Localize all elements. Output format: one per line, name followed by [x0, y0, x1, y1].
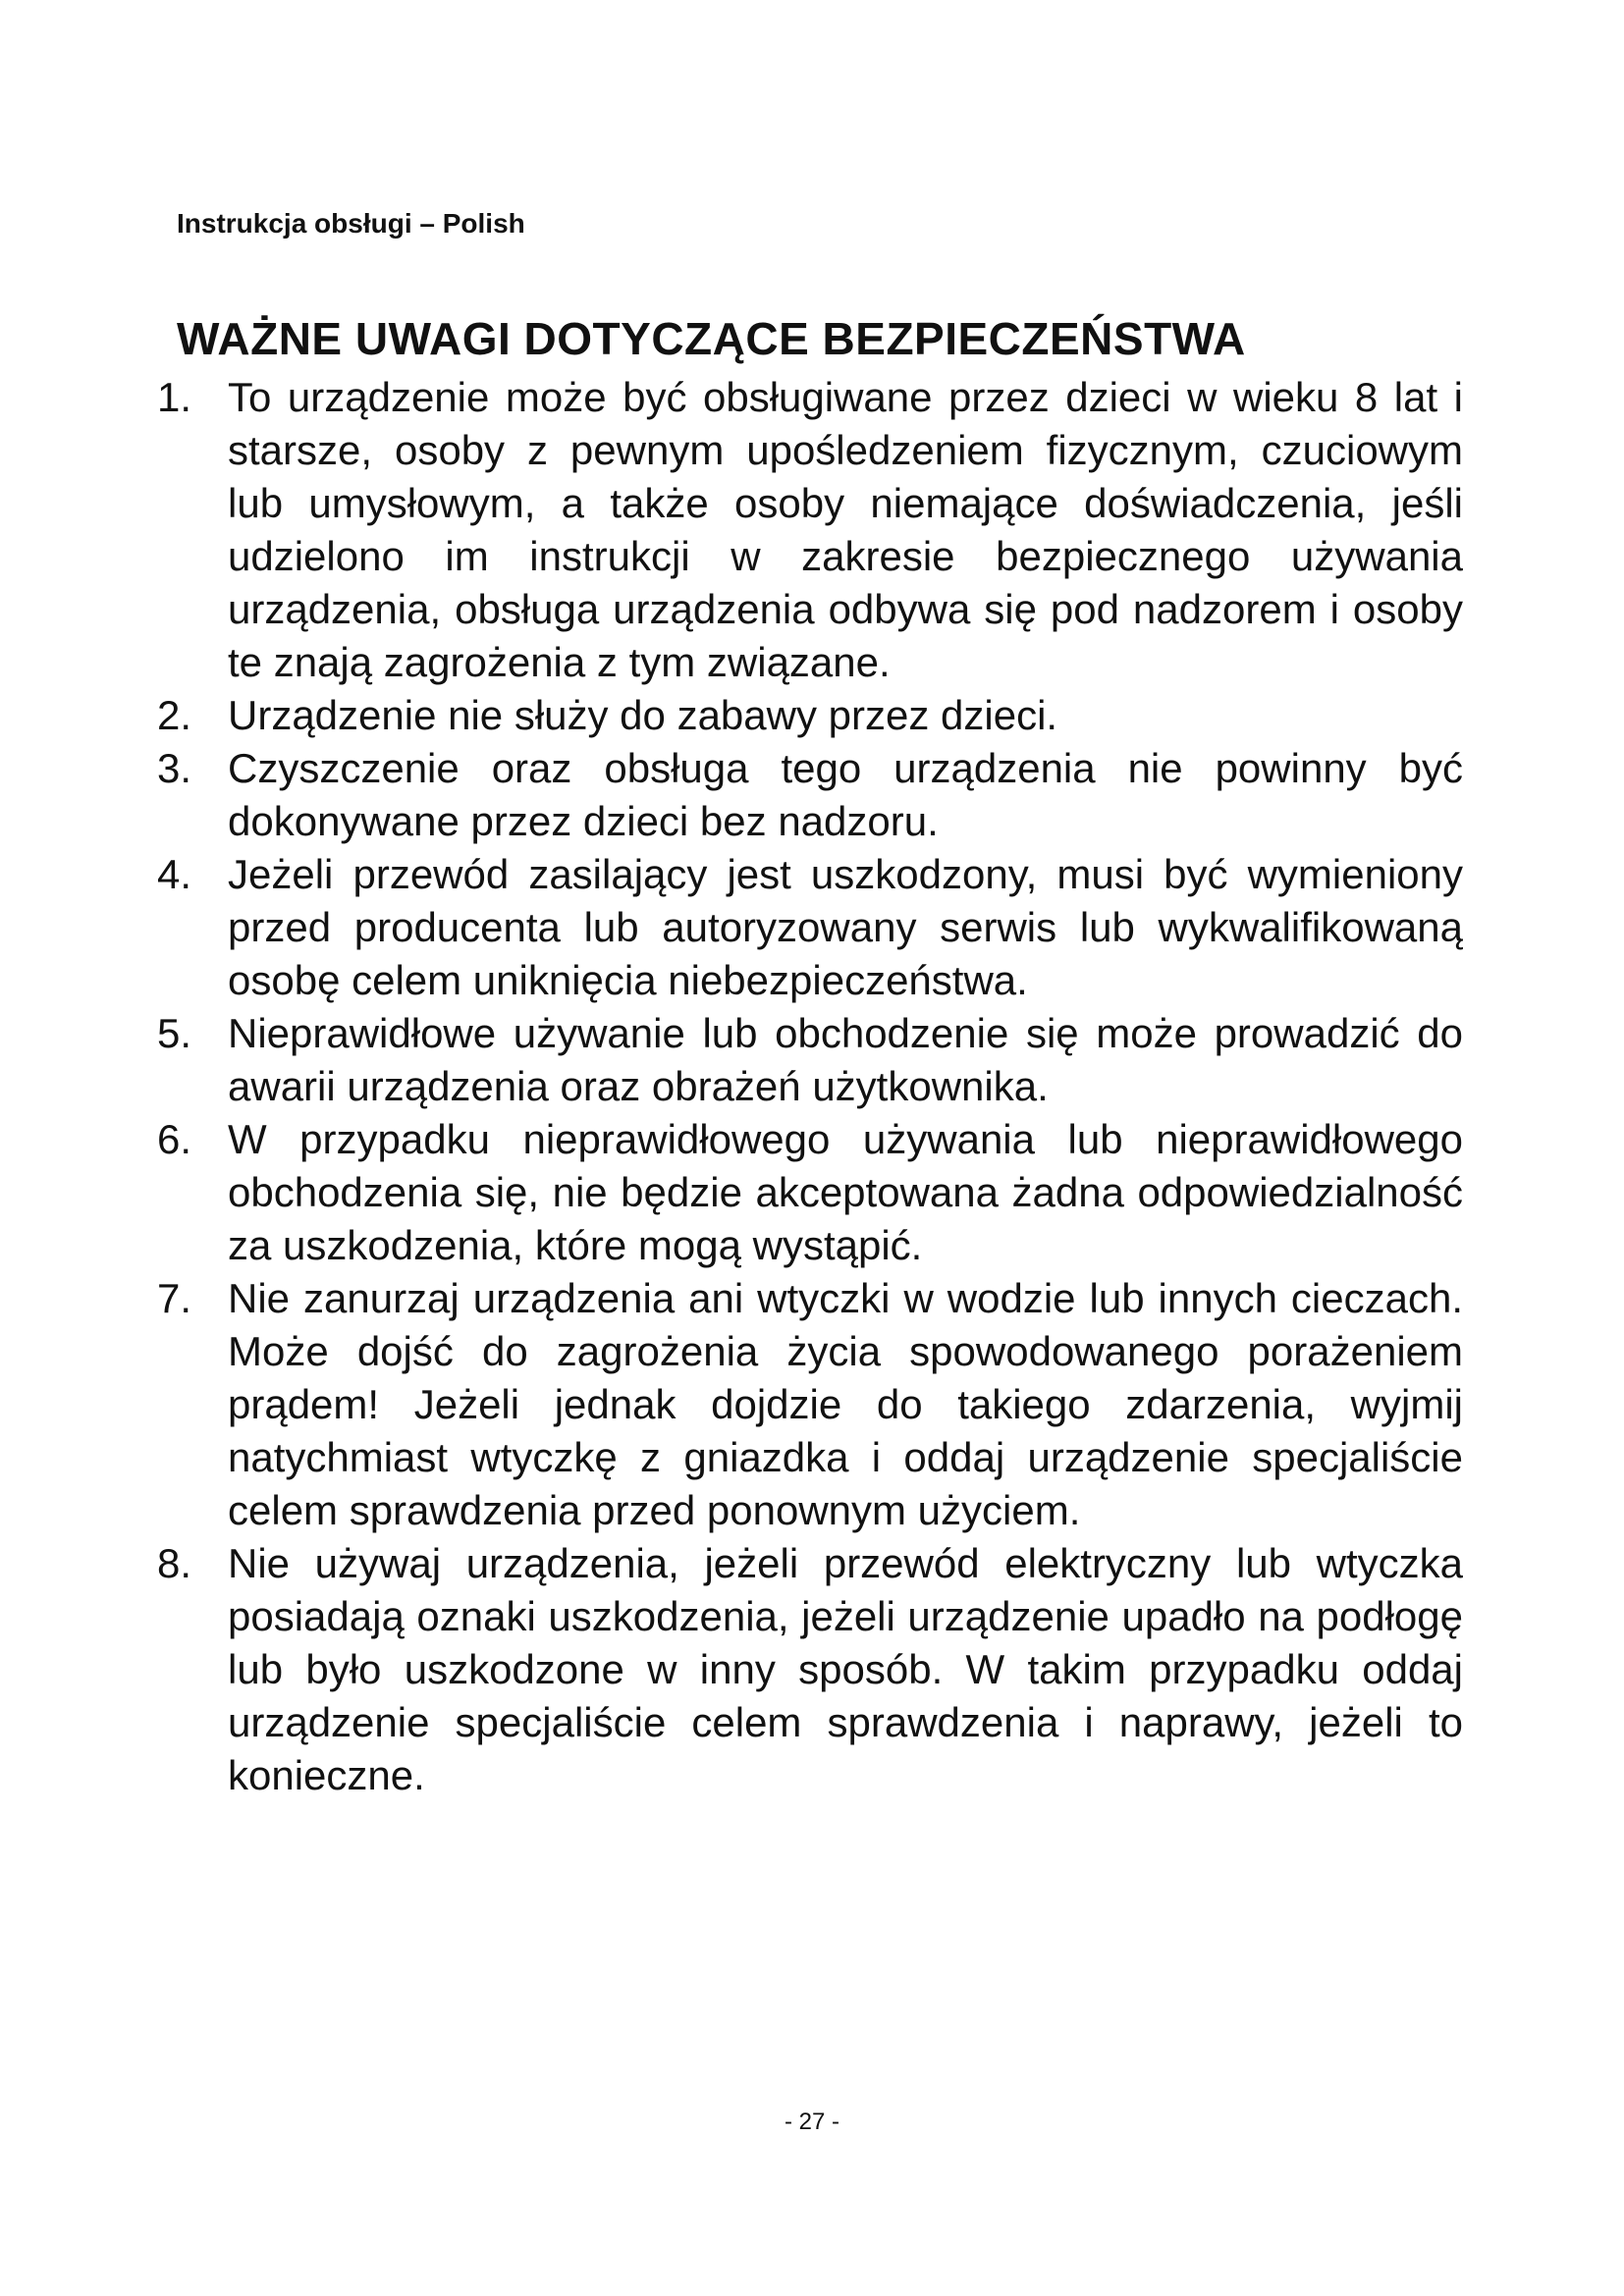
- safety-rules-list: [157, 371, 1473, 1802]
- page-number: - 27 -: [784, 2109, 839, 2135]
- safety-rule-1: [157, 371, 1473, 689]
- rule-text: Jeżeli przewód zasilający jest uszkodzony, musi być wymieniony przed producenta lub autoryzowany serwis lub wykwalifikowaną osobę celem uniknięcia niebezpieczeństwa.: [228, 851, 1463, 1003]
- safety-rule-6: [157, 1113, 1473, 1272]
- rule-number: 3.: [157, 745, 192, 791]
- rule-text: Urządzenie nie służy do zabawy przez dzieci.: [228, 692, 1058, 738]
- rule-number: 7.: [157, 1275, 192, 1321]
- safety-rule-2: [157, 689, 1473, 742]
- rule-text: Czyszczenie oraz obsługa tego urządzenia nie powinny być dokonywane przez dzieci bez nadzoru.: [228, 745, 1463, 844]
- safety-rule-7: [157, 1272, 1473, 1537]
- rule-text: Nie używaj urządzenia, jeżeli przewód elektryczny lub wtyczka posiadają oznaki uszkodzenia, jeżeli urządzenie upadło na podłogę lub było uszkodzone w inny sposób. W takim przypadku oddaj urządzenie specjaliście celem sprawdzenia i naprawy, jeżeli to konieczne.: [228, 1540, 1463, 1798]
- rule-text: To urządzenie może być obsługiwane przez dzieci w wieku 8 lat i starsze, osoby z pewnym upośledzeniem fizycznym, czuciowym lub umysłowym, a także osoby niemające doświadczenia, jeśli udzielono im instrukcji w zakresie bezpiecznego używania urządzenia, obsługa urządzenia odbywa się pod nadzorem i osoby te znają zagrożenia z tym związane.: [228, 374, 1463, 685]
- safety-section-title: WAŻNE UWAGI DOTYCZĄCE BEZPIECZEŃSTWA: [177, 313, 1246, 364]
- rule-number: 5.: [157, 1010, 192, 1056]
- rule-number: 6.: [157, 1116, 192, 1162]
- safety-rule-8: [157, 1537, 1473, 1802]
- rule-text: Nieprawidłowe używanie lub obchodzenie się może prowadzić do awarii urządzenia oraz obrażeń użytkownika.: [228, 1010, 1463, 1109]
- rule-number: 8.: [157, 1540, 192, 1586]
- manual-header-label: Instrukcja obsługi – Polish: [177, 208, 525, 239]
- rule-number: 4.: [157, 851, 192, 897]
- safety-rule-5: [157, 1007, 1473, 1113]
- rule-number: 1.: [157, 374, 192, 420]
- safety-rule-4: [157, 848, 1473, 1007]
- rule-number: 2.: [157, 692, 192, 738]
- safety-rule-3: [157, 742, 1473, 848]
- rule-text: Nie zanurzaj urządzenia ani wtyczki w wodzie lub innych cieczach. Może dojść do zagrożenia życia spowodowanego porażeniem prądem! Jeżeli jednak dojdzie do takiego zdarzenia, wyjmij natychmiast wtyczkę z gniazdka i oddaj urządzenie specjaliście celem sprawdzenia przed ponownym użyciem.: [228, 1275, 1463, 1533]
- rule-text: W przypadku nieprawidłowego używania lub nieprawidłowego obchodzenia się, nie będzie akceptowana żadna odpowiedzialność za uszkodzenia, które mogą wystąpić.: [228, 1116, 1463, 1268]
